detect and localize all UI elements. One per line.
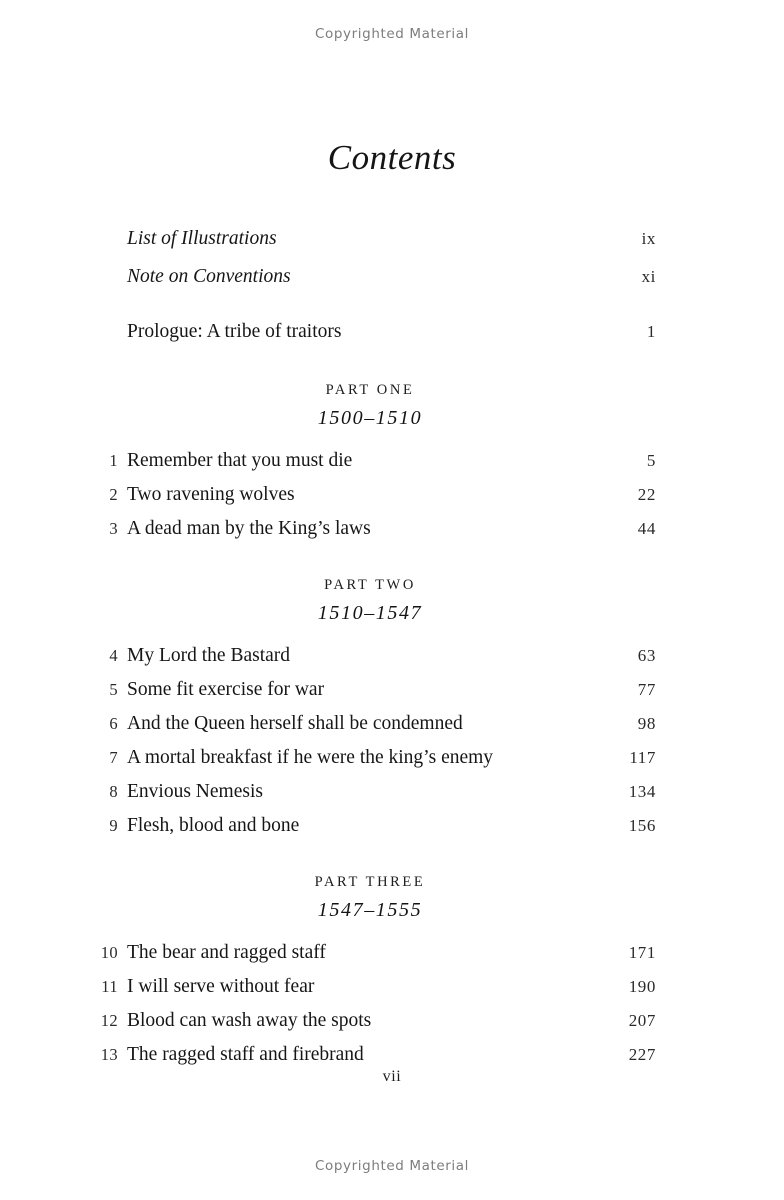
chapter-page: 207 xyxy=(628,1011,656,1030)
page-folio: vii xyxy=(382,1068,402,1085)
chapter-title: Some fit exercise for war xyxy=(127,679,325,700)
chapter-page: 98 xyxy=(637,714,656,733)
toc-chapter-row[interactable] xyxy=(84,747,656,769)
toc-chapter-row[interactable] xyxy=(84,518,656,540)
part-label: PART ONE xyxy=(325,382,415,398)
chapter-title: My Lord the Bastard xyxy=(127,645,291,666)
chapter-number: 3 xyxy=(109,519,118,538)
copyright-watermark-bottom: Copyrighted Material xyxy=(315,1158,469,1174)
chapter-page: 44 xyxy=(637,519,656,538)
chapter-title: And the Queen herself shall be condemned xyxy=(127,713,463,734)
part-label: PART TWO xyxy=(324,577,416,593)
toc-entry-list-of-illustrations[interactable] xyxy=(84,228,656,250)
chapter-title: The bear and ragged staff xyxy=(127,942,326,963)
toc-chapter-row[interactable] xyxy=(84,645,656,667)
chapter-page: 227 xyxy=(628,1045,656,1064)
chapter-title: A mortal breakfast if he were the king’s enemy xyxy=(127,747,494,768)
toc-entry-page: ix xyxy=(641,229,656,248)
chapter-number: 12 xyxy=(100,1011,118,1030)
chapter-number: 4 xyxy=(109,646,118,665)
chapter-title: Remember that you must die xyxy=(127,450,353,471)
chapter-title: I will serve without fear xyxy=(127,976,315,997)
chapter-number: 6 xyxy=(109,714,118,733)
chapter-page: 171 xyxy=(628,943,656,962)
table-of-contents xyxy=(84,228,656,1066)
chapter-title: The ragged staff and firebrand xyxy=(127,1044,364,1065)
chapter-number: 1 xyxy=(109,451,118,470)
toc-entry-page: xi xyxy=(641,267,656,286)
toc-entry-page: 1 xyxy=(646,322,656,341)
part-heading-two xyxy=(84,577,656,625)
chapter-page: 63 xyxy=(637,646,656,665)
chapter-title: Flesh, blood and bone xyxy=(127,815,300,836)
toc-chapter-row[interactable] xyxy=(84,713,656,735)
chapter-title: Two ravening wolves xyxy=(127,484,295,505)
chapter-page: 156 xyxy=(628,816,656,835)
part-label: PART THREE xyxy=(314,874,426,890)
toc-chapter-row[interactable] xyxy=(84,781,656,803)
part-heading-three xyxy=(84,874,656,922)
part-years: 1510–1547 xyxy=(317,602,423,624)
toc-chapter-row[interactable] xyxy=(84,450,656,472)
chapter-number: 10 xyxy=(100,943,118,962)
chapter-page: 5 xyxy=(646,451,656,470)
toc-entry-title: List of Illustrations xyxy=(127,228,277,249)
toc-chapter-row[interactable] xyxy=(84,1044,656,1066)
toc-chapter-row[interactable] xyxy=(84,815,656,837)
chapter-number: 7 xyxy=(109,748,118,767)
part-years: 1547–1555 xyxy=(317,899,423,921)
chapter-number: 13 xyxy=(100,1045,118,1064)
toc-chapter-row[interactable] xyxy=(84,679,656,701)
chapter-number: 8 xyxy=(109,782,118,801)
chapter-title: Envious Nemesis xyxy=(127,781,263,802)
chapter-number: 9 xyxy=(109,816,118,835)
chapter-page: 134 xyxy=(628,782,656,801)
toc-entry-title: Note on Conventions xyxy=(127,266,291,287)
chapter-page: 77 xyxy=(637,680,656,699)
page-title: Contents xyxy=(327,138,457,177)
toc-chapter-row[interactable] xyxy=(84,976,656,998)
chapter-page: 22 xyxy=(637,485,656,504)
chapter-number: 5 xyxy=(109,680,118,699)
chapter-number: 2 xyxy=(109,485,118,504)
toc-chapter-row[interactable] xyxy=(84,1010,656,1032)
part-years: 1500–1510 xyxy=(317,407,423,429)
copyright-watermark-top: Copyrighted Material xyxy=(315,26,469,42)
chapter-number: 11 xyxy=(101,977,118,996)
part-heading-one xyxy=(84,382,656,430)
chapter-title: A dead man by the King’s laws xyxy=(127,518,371,539)
toc-chapter-row[interactable] xyxy=(84,942,656,964)
chapter-page: 190 xyxy=(628,977,656,996)
toc-entry-prologue[interactable] xyxy=(84,321,656,343)
chapter-title: Blood can wash away the spots xyxy=(127,1010,372,1031)
toc-entry-title: Prologue: A tribe of traitors xyxy=(127,321,342,342)
toc-entry-note-on-conventions[interactable] xyxy=(84,266,656,288)
toc-chapter-row[interactable] xyxy=(84,484,656,506)
chapter-page: 117 xyxy=(629,748,656,767)
